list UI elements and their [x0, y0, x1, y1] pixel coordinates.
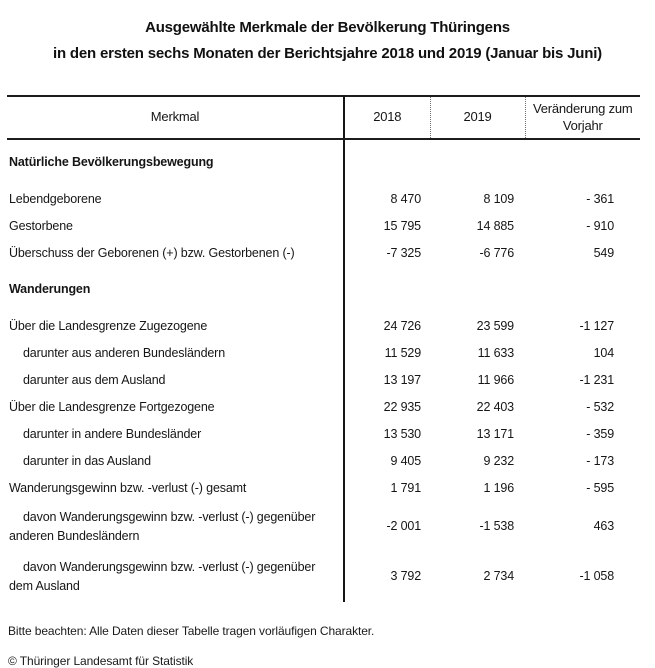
table-row [7, 313, 640, 340]
column-header-veraenderung: Veränderung zum Vorjahr [525, 96, 640, 139]
merkmal-cell: darunter in das Ausland [7, 448, 344, 475]
table-row [7, 448, 640, 475]
title-line-1: Ausgewählte Merkmale der Bevölkerung Thüringens [145, 19, 510, 36]
value-change-cell: -1 058 [579, 569, 614, 584]
value-2018-cell: 1 791 [390, 480, 421, 495]
table-row [7, 367, 640, 394]
value-2019-cell: -1 538 [479, 519, 514, 534]
merkmal-cell: Überschuss der Geborenen (+) bzw. Gestorbenen (-) [7, 240, 344, 267]
page-title [0, 0, 655, 67]
value-2019-cell [430, 139, 525, 186]
merkmal-cell: Lebendgeborene [7, 186, 344, 213]
value-2018-cell: 22 935 [383, 399, 421, 414]
value-2019-cell: 22 403 [476, 399, 514, 414]
column-header-2019: 2019 [430, 96, 525, 139]
value-2019-cell: 23 599 [476, 318, 514, 333]
column-header-2018: 2018 [344, 96, 430, 139]
copyright: © Thüringer Landesamt für Statistik [8, 654, 194, 668]
value-2019-cell: 1 196 [483, 480, 514, 495]
table-row [7, 267, 640, 313]
value-change-cell: - 595 [586, 480, 614, 495]
value-change-cell: - 359 [586, 426, 614, 441]
table-row [7, 475, 640, 502]
table-row [7, 186, 640, 213]
value-2018-cell [344, 139, 430, 186]
value-2018-cell: 24 726 [383, 318, 421, 333]
table-row [7, 394, 640, 421]
merkmal-cell: Gestorbene [7, 213, 344, 240]
value-change-cell: 104 [593, 345, 614, 360]
table-body [7, 139, 640, 602]
value-2018-cell: -7 325 [386, 245, 421, 260]
table-row [7, 240, 640, 267]
value-change-cell: -1 231 [579, 372, 614, 387]
value-change-cell: - 361 [586, 191, 614, 206]
value-change-cell: -1 127 [579, 318, 614, 333]
value-change-cell [525, 267, 640, 313]
merkmal-cell: davon Wanderungsgewinn bzw. -verlust (-) gegenüber dem Ausland [7, 552, 344, 602]
value-2018-cell: 9 405 [390, 453, 421, 468]
value-change-cell: 549 [593, 245, 614, 260]
merkmal-cell: Natürliche Bevölkerungsbewegung [7, 139, 344, 186]
value-2018-cell: 11 529 [384, 345, 421, 360]
value-change-cell: - 910 [586, 218, 614, 233]
merkmal-cell: Wanderungsgewinn bzw. -verlust (-) gesamt [7, 475, 344, 502]
merkmal-cell: Über die Landesgrenze Fortgezogene [7, 394, 344, 421]
table-row [7, 340, 640, 367]
value-2019-cell: 13 171 [476, 426, 514, 441]
value-change-cell: 463 [593, 519, 614, 534]
value-2018-cell: 13 197 [383, 372, 421, 387]
table-row [7, 502, 640, 552]
value-2019-cell: -6 776 [479, 245, 514, 260]
value-2019-cell: 14 885 [476, 218, 514, 233]
merkmal-cell: Wanderungen [7, 267, 344, 313]
merkmal-cell: darunter aus anderen Bundesländern [7, 340, 344, 367]
merkmal-cell: darunter aus dem Ausland [7, 367, 344, 394]
footnote: Bitte beachten: Alle Daten dieser Tabelle tragen vorläufigen Charakter. [8, 624, 375, 638]
table-row [7, 421, 640, 448]
statistics-table [7, 95, 640, 602]
value-2018-cell [344, 267, 430, 313]
merkmal-cell: darunter in andere Bundesländer [7, 421, 344, 448]
value-2018-cell: -2 001 [386, 519, 421, 534]
title-line-2: in den ersten sechs Monaten der Berichtsjahre 2018 und 2019 (Januar bis Juni) [53, 45, 602, 62]
value-2019-cell: 2 734 [483, 569, 514, 584]
value-2018-cell: 13 530 [383, 426, 421, 441]
table-header-row [7, 96, 640, 139]
value-change-cell [525, 139, 640, 186]
value-change-cell: - 173 [586, 453, 614, 468]
value-change-cell: - 532 [586, 399, 614, 414]
column-header-merkmal: Merkmal [7, 96, 344, 139]
merkmal-cell: Über die Landesgrenze Zugezogene [7, 313, 344, 340]
value-2019-cell [430, 267, 525, 313]
value-2019-cell: 8 109 [483, 191, 514, 206]
value-2019-cell: 11 966 [477, 372, 514, 387]
table-row [7, 213, 640, 240]
value-2019-cell: 9 232 [483, 453, 514, 468]
value-2018-cell: 15 795 [383, 218, 421, 233]
merkmal-cell: davon Wanderungsgewinn bzw. -verlust (-) gegenüber anderen Bundesländern [7, 502, 344, 552]
table-row [7, 139, 640, 186]
value-2019-cell: 11 633 [477, 345, 514, 360]
table-row [7, 552, 640, 602]
value-2018-cell: 8 470 [390, 191, 421, 206]
value-2018-cell: 3 792 [390, 569, 421, 584]
